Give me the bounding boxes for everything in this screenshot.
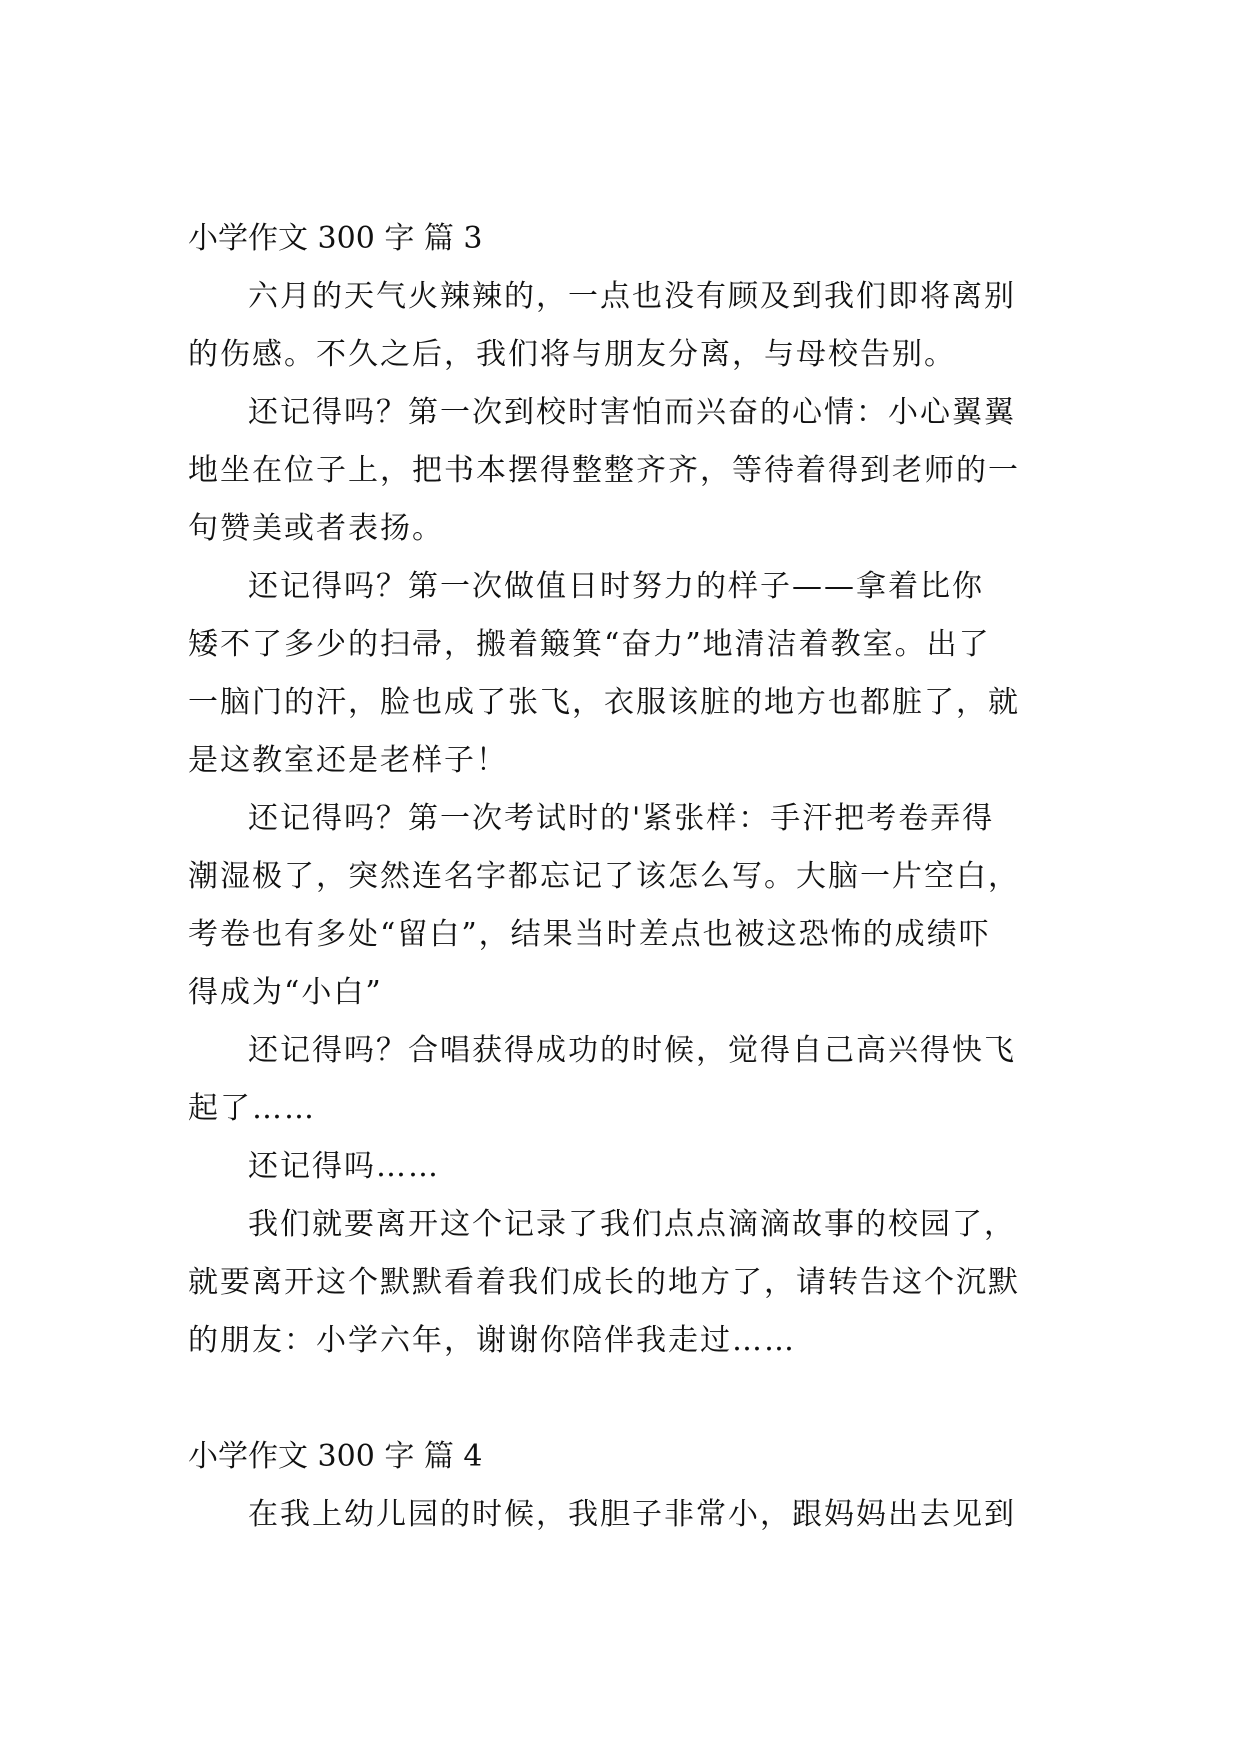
- paragraph-line: 还记得吗？第一次到校时害怕而兴奋的心情：小心翼翼: [248, 395, 1016, 430]
- paragraph: [188, 790, 1054, 1022]
- paragraph: [188, 1486, 1054, 1544]
- paragraph: [188, 1196, 1054, 1370]
- paragraph: [188, 268, 1054, 384]
- paragraph-line: 的伤感。不久之后，我们将与朋友分离，与母校告别。: [188, 337, 956, 372]
- paragraph-line: 是这教室还是老样子！: [188, 743, 508, 778]
- paragraph-line: 六月的天气火辣辣的，一点也没有顾及到我们即将离别: [248, 279, 1016, 314]
- section-heading: 小学作文 300 字 篇 4: [188, 1439, 483, 1474]
- paragraph-line: 就要离开这个默默看着我们成长的地方了，请转告这个沉默: [188, 1265, 1020, 1300]
- paragraph-line: 得成为“小白”: [188, 975, 383, 1010]
- document-page: [188, 210, 1054, 1544]
- paragraph-line: 我们就要离开这个记录了我们点点滴滴故事的校园了，: [248, 1207, 1016, 1242]
- paragraph-line: 潮湿极了，突然连名字都忘记了该怎么写。大脑一片空白，: [188, 859, 1020, 894]
- paragraph-line: 在我上幼儿园的时候，我胆子非常小，跟妈妈出去见到: [248, 1497, 1016, 1532]
- paragraph-line: 的朋友：小学六年，谢谢你陪伴我走过……: [188, 1323, 796, 1358]
- paragraph-line: 还记得吗……: [248, 1149, 440, 1184]
- paragraph-line: 起了……: [188, 1091, 316, 1126]
- paragraph-line: 还记得吗？第一次做值日时努力的样子——拿着比你: [248, 569, 984, 604]
- paragraph: [188, 558, 1054, 790]
- paragraph-line: 考卷也有多处“留白”，结果当时差点也被这恐怖的成绩吓: [188, 917, 991, 952]
- paragraph-line: 矮不了多少的扫帚，搬着簸箕“奋力”地清洁着教室。出了: [188, 627, 991, 662]
- paragraph: [188, 1138, 1054, 1196]
- paragraph-line: 一脑门的汗，脸也成了张飞，衣服该脏的地方也都脏了，就: [188, 685, 1020, 720]
- paragraph-line: 句赞美或者表扬。: [188, 511, 444, 546]
- paragraph-line: 地坐在位子上，把书本摆得整整齐齐，等待着得到老师的一: [188, 453, 1020, 488]
- paragraph: [188, 384, 1054, 558]
- paragraph-line: 还记得吗？第一次考试时的'紧张样：手汗把考卷弄得: [248, 801, 995, 836]
- paragraph-line: 还记得吗？合唱获得成功的时候，觉得自己高兴得快飞: [248, 1033, 1016, 1068]
- paragraph: [188, 1022, 1054, 1138]
- section-heading: 小学作文 300 字 篇 3: [188, 221, 483, 256]
